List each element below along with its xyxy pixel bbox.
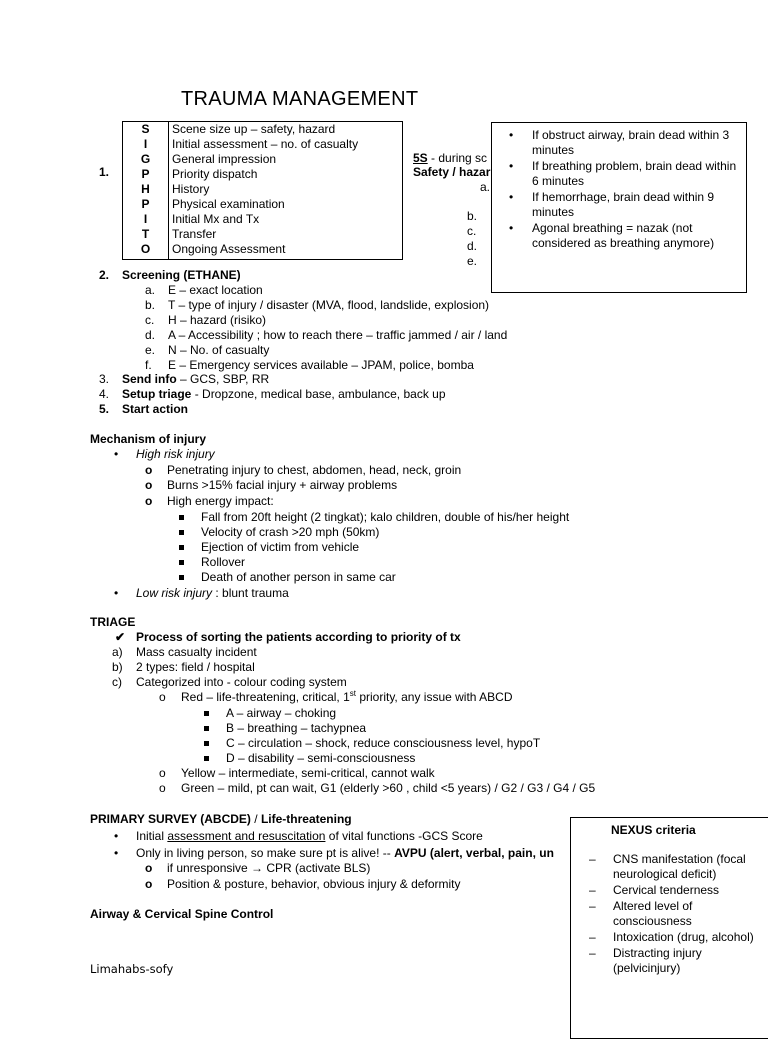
primary-sub-1 <box>167 861 370 876</box>
sigphito-description: Initial assessment – no. of casualty <box>172 137 359 151</box>
triage-item-a: Mass casualty incident <box>136 645 257 659</box>
brain-item-agonal: • Agonal breathing = nazak (not considered as breathing anymore) <box>532 221 746 251</box>
sigphito-description: Physical examination <box>172 197 285 211</box>
fiveS-marker-e: e. <box>467 254 478 268</box>
triage-green: o Green – mild, pt can wait, G1 (elderly >60 , child <5 years) / G2 / G3 / G4 / G5 <box>159 781 596 795</box>
step-line <box>122 402 188 417</box>
fiveS-safety: Safety / hazar <box>413 165 491 179</box>
primary-item-1 <box>136 829 483 844</box>
triage-marker-a: a) <box>112 645 123 659</box>
energy-item: Velocity of crash >20 mph (50km) <box>201 525 380 539</box>
b2-bold: AVPU (alert, verbal, pain, un <box>394 846 554 860</box>
nexus-item: – CNS manifestation (focal neurological deficit) <box>613 852 763 882</box>
screening-item: E – Emergency services available – JPAM, police, bomba <box>168 358 474 372</box>
step-line <box>122 372 269 387</box>
nexus-item: – Intoxication (drug, alcohol) <box>613 930 763 945</box>
primary-sub-2: o Position & posture, behavior, obvious injury & deformity <box>167 877 460 892</box>
step-detail: – GCS, SBP, RR <box>176 372 270 386</box>
abcd-item: B – breathing – tachypnea <box>226 721 367 735</box>
abcd-item: A – airway – choking <box>226 706 337 720</box>
abcd-item: C – circulation – shock, reduce consciousness level, hypoT <box>226 736 541 750</box>
high-risk-item: o High energy impact: <box>167 494 274 509</box>
primary-heading-a: PRIMARY SURVEY (ABCDE) <box>90 812 251 826</box>
triage-yellow: o Yellow – intermediate, semi-critical, cannot walk <box>159 766 435 780</box>
green-text: Green – mild, pt can wait, G1 (elderly >60 , child <5 years) / G2 / G3 / G4 / G5 <box>181 781 596 795</box>
airway-heading: Airway & Cervical Spine Control <box>90 907 274 921</box>
screening-marker: c. <box>145 313 155 327</box>
sigphito-letter: I <box>143 137 148 151</box>
primary-heading-b: Life-threatening <box>260 812 352 826</box>
sigphito-description: Ongoing Assessment <box>172 242 286 256</box>
sub1-pre: if unresponsive <box>167 861 252 875</box>
primary-item-2 <box>136 846 554 861</box>
fiveS-marker-c: c. <box>467 224 477 238</box>
sigphito-table <box>122 121 403 260</box>
nexus-criteria-box <box>570 817 768 1039</box>
fiveS-marker-b: b. <box>467 209 478 223</box>
sub1-post: CPR (activate BLS) <box>263 861 371 875</box>
page-title: TRAUMA MANAGEMENT <box>181 88 419 110</box>
sigphito-description: Initial Mx and Tx <box>172 212 260 226</box>
fiveS-line <box>413 151 487 166</box>
screening-item: N – No. of casualty <box>168 343 270 357</box>
nexus-item: – Distracting injury (pelvicinjury) <box>613 946 763 976</box>
fiveS-marker-d: d. <box>467 239 478 253</box>
sigphito-description: Transfer <box>172 227 217 241</box>
sigphito-letter: P <box>141 167 150 181</box>
low-risk-label: Low risk injury <box>136 586 213 600</box>
screening-marker: d. <box>145 328 156 342</box>
brain-item-breathing: • If breathing problem, brain dead within 6 minutes <box>532 159 746 189</box>
red-sup: st <box>349 689 356 698</box>
step-number: 3. <box>99 372 110 386</box>
nexus-item: – Altered level of consciousness <box>613 899 763 929</box>
high-risk-label: • High risk injury <box>136 447 215 462</box>
screening-heading: Screening (ETHANE) <box>122 268 241 282</box>
sigphito-letter: H <box>141 182 150 196</box>
b1-post: of vital functions -GCS Score <box>325 829 483 843</box>
sigphito-description: Scene size up – safety, hazard <box>172 122 336 136</box>
screening-marker: f. <box>145 358 152 372</box>
sigphito-description: History <box>172 182 210 196</box>
brain-item-hemorrhage: • If hemorrhage, brain dead within 9 minutes <box>532 190 746 220</box>
sigphito-description: General impression <box>172 152 277 166</box>
sigphito-letter: T <box>141 227 150 241</box>
triage-item-c: Categorized into - colour coding system <box>136 675 347 689</box>
nexus-item: – Cervical tenderness <box>613 883 763 898</box>
sigphito-description: Priority dispatch <box>172 167 258 181</box>
triage-heading: TRIAGE <box>90 615 136 629</box>
red-pre: Red – life-threatening, critical, 1 <box>181 690 350 704</box>
b2-pre: Only in living person, so make sure pt is alive! -- <box>136 846 395 860</box>
brain-item-airway: • If obstruct airway, brain dead within 3 minutes <box>532 128 746 158</box>
b1-pre: Initial <box>136 829 168 843</box>
screening-item: T – type of injury / disaster (MVA, flood, landslide, explosion) <box>168 298 490 312</box>
fiveS-label-rest: - during sc <box>427 151 488 165</box>
arrow-icon: → <box>251 861 264 875</box>
sigphito-letter: O <box>140 242 151 256</box>
sigphito-letter: P <box>141 197 150 211</box>
fiveS-label: 5S <box>413 151 428 165</box>
low-risk-rest: : blunt trauma <box>212 586 289 600</box>
step-number: 5. <box>99 402 110 416</box>
triage-red: o Red – life-threatening, critical, 1st priority, any issue with ABCD <box>159 689 513 704</box>
screening-item: A – Accessibility ; how to reach there – traffic jammed / air / land <box>168 328 508 342</box>
mechanism-heading: Mechanism of injury <box>90 432 207 446</box>
high-risk-item: o Burns >15% facial injury + airway problems <box>167 478 397 493</box>
yellow-text: Yellow – intermediate, semi-critical, cannot walk <box>181 766 435 780</box>
step-line <box>122 387 446 402</box>
step-label: Start action <box>122 402 189 416</box>
primary-survey-heading <box>90 812 352 827</box>
screening-item: E – exact location <box>168 283 263 297</box>
step-2-number: 2. <box>99 268 110 282</box>
abcd-item: D – disability – semi-consciousness <box>226 751 416 765</box>
energy-item: Rollover <box>201 555 246 569</box>
red-post: priority, any issue with ABCD <box>355 690 513 704</box>
step-detail: - Dropzone, medical base, ambulance, back up <box>191 387 446 401</box>
screening-marker: b. <box>145 298 156 312</box>
energy-item: Death of another person in same car <box>201 570 396 584</box>
step-label: Setup triage <box>122 387 192 401</box>
high-risk-item: o Penetrating injury to chest, abdomen, head, neck, groin <box>167 463 461 478</box>
sigphito-letter: G <box>140 152 151 166</box>
energy-item: Ejection of victim from vehicle <box>201 540 360 554</box>
low-risk-line <box>136 586 289 601</box>
triage-definition: ✔ Process of sorting the patients according to priority of tx <box>136 630 461 645</box>
step-number: 4. <box>99 387 110 401</box>
screening-marker: a. <box>145 283 156 297</box>
screening-item: H – hazard (risiko) <box>168 313 267 327</box>
triage-marker-c: c) <box>112 675 122 689</box>
brain-dead-box <box>491 122 747 293</box>
step-label: Send info <box>122 372 177 386</box>
sigphito-letter: S <box>141 122 150 136</box>
primary-heading-sep: / <box>250 812 261 826</box>
triage-item-b: 2 types: field / hospital <box>136 660 255 674</box>
triage-marker-b: b) <box>112 660 123 674</box>
nexus-title: NEXUS criteria <box>611 823 696 837</box>
screening-marker: e. <box>145 343 156 357</box>
footer-author: Limahabs-sofy <box>90 962 174 976</box>
fiveS-marker-a: a. <box>480 180 491 194</box>
energy-item: Fall from 20ft height (2 tingkat); kalo children, double of his/her height <box>201 510 570 524</box>
step-1-number: 1. <box>99 165 110 179</box>
sigphito-letter: I <box>143 212 148 226</box>
b1-underlined: assessment and resuscitation <box>167 829 326 843</box>
